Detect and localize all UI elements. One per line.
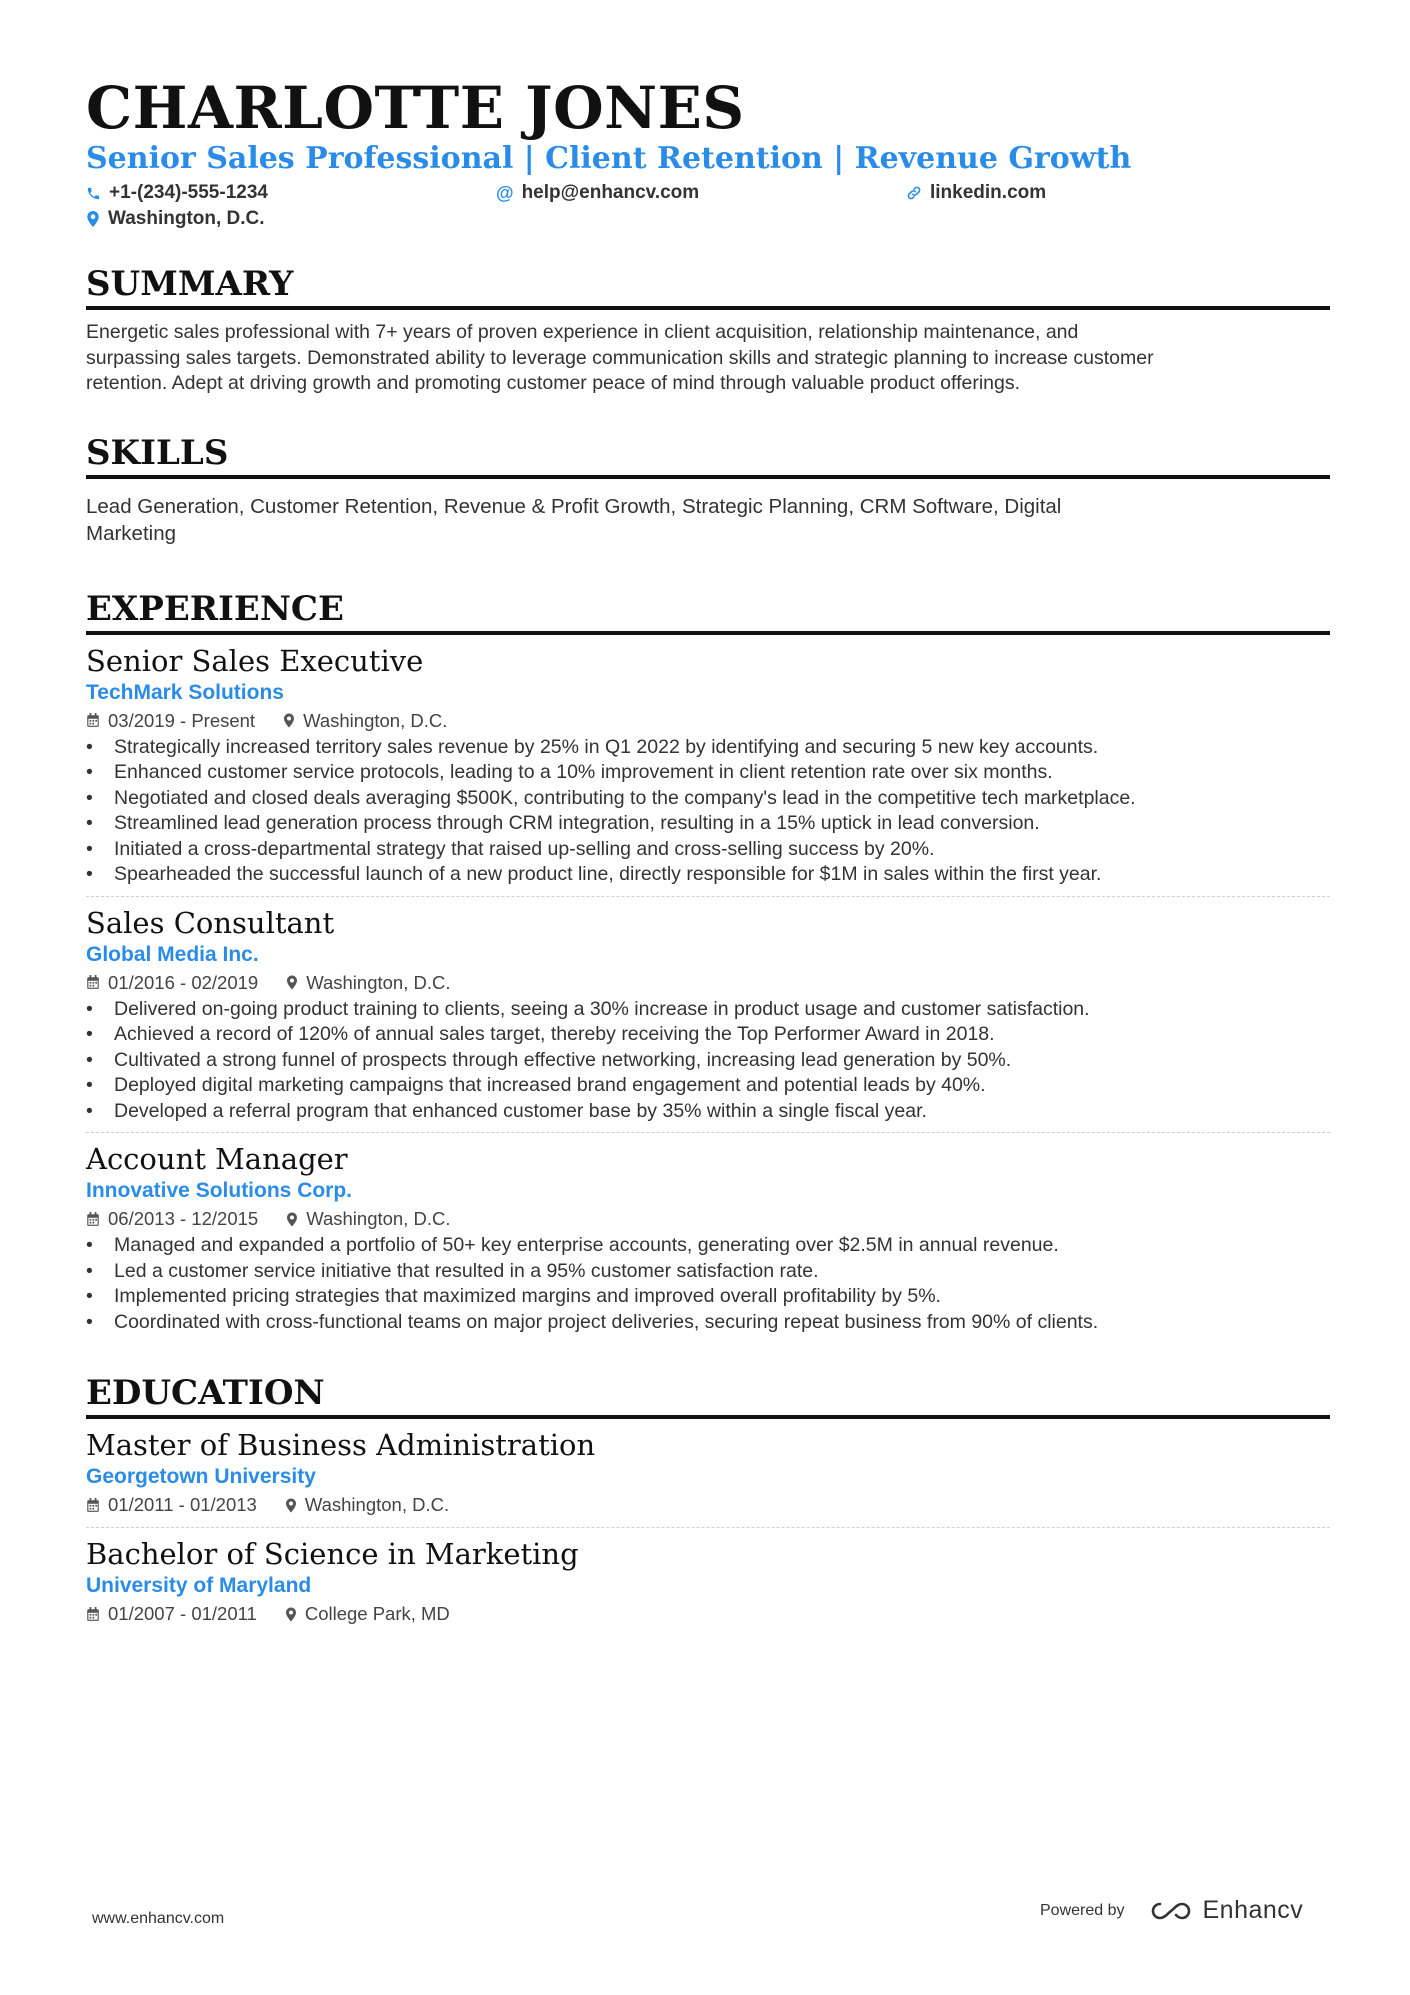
degree-title: Bachelor of Science in Marketing — [86, 1537, 579, 1571]
phone-icon — [86, 186, 101, 201]
location-pin-icon — [285, 1498, 297, 1513]
location-pin-icon — [285, 1607, 297, 1622]
summary-line: retention. Adept at driving growth and promoting customer peace of mind through valuable product offerings. — [86, 372, 1021, 394]
experience-entry — [86, 905, 1330, 1125]
calendar-icon — [86, 713, 100, 728]
bullet-item: • Cultivated a strong funnel of prospects through effective networking, increasing lead generation by 50%. — [86, 1048, 1012, 1071]
bullet-item: • Led a customer service initiative that resulted in a 95% customer satisfaction rate. — [86, 1259, 819, 1282]
job-title: Sales Consultant — [86, 905, 335, 940]
entry-divider — [86, 896, 1330, 897]
phone-text: +1-(234)-555-1234 — [109, 182, 268, 203]
education-entry — [86, 1536, 1330, 1628]
bullet-item: • Achieved a record of 120% of annual sales target, thereby receiving the Top Performer Award in 2018. — [86, 1023, 995, 1045]
skills-title: SKILLS — [86, 432, 229, 473]
experience-section — [86, 589, 1330, 1336]
calendar-icon — [86, 1498, 100, 1513]
location-pin-icon — [286, 1212, 298, 1227]
degree-title: Master of Business Administration — [86, 1428, 596, 1462]
job-bullets — [86, 1233, 1330, 1335]
job-bullets — [86, 735, 1330, 888]
location-pin-icon — [86, 211, 100, 227]
school-name: Georgetown University — [86, 1465, 316, 1488]
calendar-icon — [86, 1212, 100, 1227]
enhancv-logo[interactable] — [1149, 1896, 1304, 1925]
linkedin-text: linkedin.com — [930, 182, 1047, 203]
education-meta — [86, 1491, 1330, 1519]
experience-entry — [86, 643, 1330, 888]
section-divider — [86, 306, 1330, 310]
school-name: University of Maryland — [86, 1574, 312, 1597]
summary-title: SUMMARY — [86, 264, 294, 304]
contact-phone[interactable] — [86, 182, 268, 204]
experience-title: EXPERIENCE — [86, 588, 344, 629]
bullet-item: • Strategically increased territory sales revenue by 25% in Q1 2022 by identifying and securing 5 new key accounts. — [86, 735, 1099, 758]
resume-page — [86, 76, 1330, 1628]
company-name: TechMark Solutions — [86, 680, 284, 704]
summary-line: surpassing sales targets. Demonstrated ability to leverage communication skills and strategic planning to increase customer — [86, 346, 1154, 369]
summary-section — [86, 264, 1330, 397]
location-text: Washington, D.C. — [108, 208, 265, 229]
job-title: Senior Sales Executive — [86, 643, 424, 678]
education-title: EDUCATION — [86, 1373, 325, 1413]
job-dates: 03/2019 - Present — [108, 709, 256, 731]
section-divider — [86, 475, 1330, 479]
link-icon — [906, 185, 922, 201]
brand-name: Enhancv — [1202, 1896, 1304, 1924]
section-divider — [86, 631, 1330, 635]
experience-entry — [86, 1141, 1330, 1335]
section-divider — [86, 1415, 1330, 1419]
bullet-item: • Implemented pricing strategies that maximized margins and improved overall profitability by 5%. — [86, 1285, 941, 1307]
job-meta — [86, 1205, 1330, 1233]
location-pin-icon — [283, 713, 295, 728]
candidate-name: CHARLOTTE JONES — [86, 74, 745, 142]
skills-line: Marketing — [86, 521, 177, 545]
at-icon: @ — [496, 182, 514, 203]
education-location: College Park, MD — [304, 1603, 450, 1624]
footer-branding — [1040, 1896, 1303, 1925]
bullet-item: • Initiated a cross-departmental strategy that raised up-selling and cross-selling success by 20%. — [86, 837, 935, 860]
job-dates: 01/2016 - 02/2019 — [108, 971, 259, 993]
bullet-item: • Delivered on-going product training to clients, seeing a 30% increase in product usage and customer satisfaction. — [86, 997, 1090, 1020]
contact-linkedin[interactable] — [906, 182, 1046, 204]
contact-info — [86, 178, 1330, 232]
job-meta — [86, 969, 1330, 997]
footer-website[interactable]: www.enhancv.com — [92, 1910, 225, 1927]
calendar-icon — [86, 1607, 100, 1622]
company-name: Innovative Solutions Corp. — [86, 1179, 353, 1202]
education-dates: 01/2011 - 01/2013 — [108, 1494, 257, 1515]
job-location: Washington, D.C. — [306, 971, 451, 993]
bullet-item: • Developed a referral program that enhanced customer base by 35% within a single fiscal year. — [86, 1099, 927, 1122]
bullet-item: • Managed and expanded a portfolio of 50+ key enterprise accounts, generating over $2.5M in annual revenue. — [86, 1234, 1059, 1256]
skills-line: Lead Generation, Customer Retention, Revenue & Profit Growth, Strategic Planning, CRM Software, Digital — [86, 494, 1062, 518]
education-entry — [86, 1427, 1330, 1519]
bullet-item: • Spearheaded the successful launch of a new product line, directly responsible for $1M in sales within the first year. — [86, 863, 1102, 885]
job-title: Account Manager — [86, 1142, 348, 1176]
bullet-item: • Deployed digital marketing campaigns that increased brand engagement and potential leads by 40%. — [86, 1074, 986, 1096]
bullet-item: • Negotiated and closed deals averaging $500K, contributing to the company's lead in the competitive tech marketplace. — [86, 786, 1136, 809]
job-location: Washington, D.C. — [303, 709, 448, 731]
bullet-item: • Enhanced customer service protocols, leading to a 10% improvement in client retention rate over six months. — [86, 761, 1053, 783]
headline: Senior Sales Professional | Client Retention | Revenue Growth — [86, 141, 1132, 176]
company-name: Global Media Inc. — [86, 942, 259, 966]
bullet-item: • Coordinated with cross-functional teams on major project deliveries, securing repeat business from 90% of clients. — [86, 1310, 1099, 1333]
education-section — [86, 1373, 1330, 1628]
summary-line: Energetic sales professional with 7+ years of proven experience in client acquisition, relationship maintenance, and — [86, 321, 1079, 343]
contact-email[interactable] — [496, 182, 699, 204]
entry-divider — [86, 1132, 1330, 1133]
contact-location — [86, 208, 265, 230]
bullet-item: • Streamlined lead generation process through CRM integration, resulting in a 15% uptick in lead conversion. — [86, 812, 1040, 834]
infinity-logo-icon — [1149, 1900, 1193, 1922]
location-pin-icon — [286, 975, 298, 990]
skills-section — [86, 433, 1330, 547]
education-meta — [86, 1600, 1330, 1628]
email-text: help@enhancv.com — [521, 182, 700, 203]
education-location: Washington, D.C. — [304, 1494, 450, 1515]
job-bullets — [86, 997, 1330, 1125]
job-dates: 06/2013 - 12/2015 — [108, 1208, 259, 1229]
job-location: Washington, D.C. — [306, 1208, 451, 1229]
powered-by-label: Powered by — [1040, 1901, 1125, 1919]
calendar-icon — [86, 975, 100, 990]
education-dates: 01/2007 - 01/2011 — [108, 1603, 257, 1624]
entry-divider — [86, 1527, 1330, 1528]
job-meta — [86, 707, 1330, 735]
